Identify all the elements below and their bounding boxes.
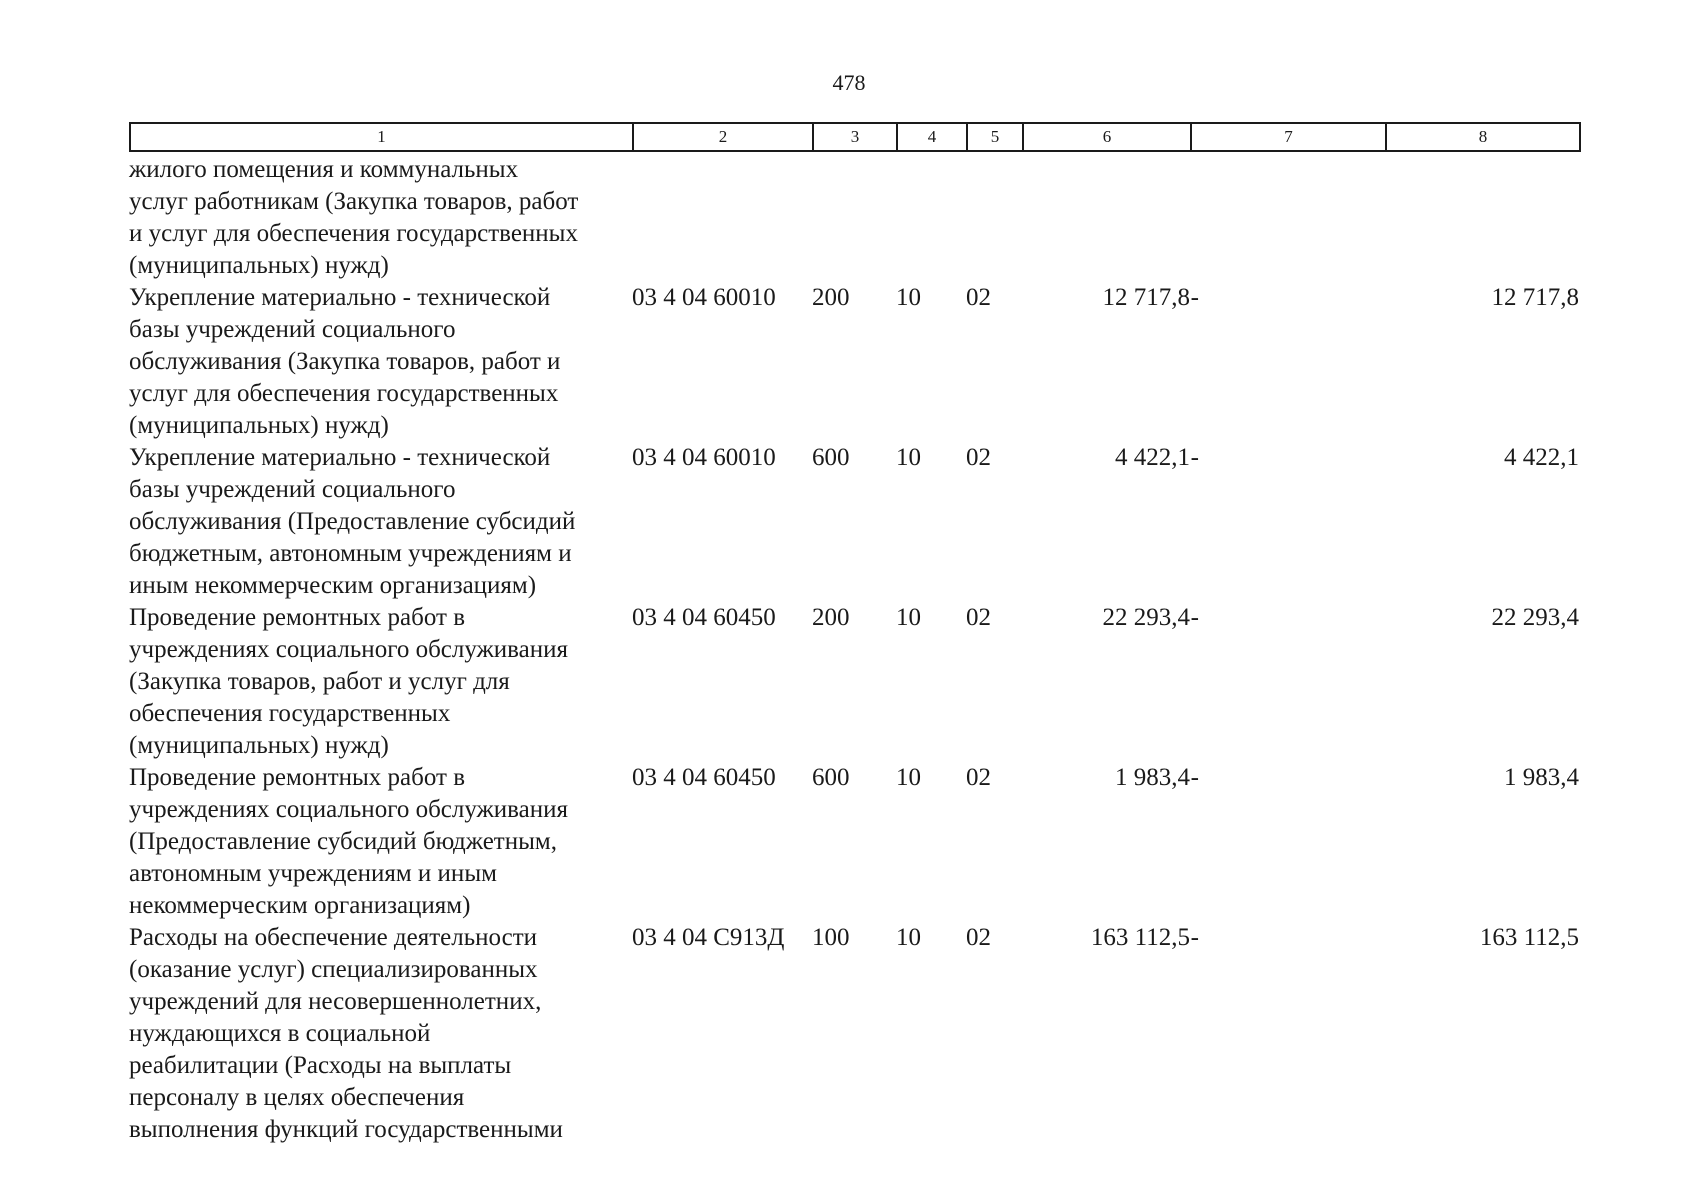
row-amount-2-value: -: [1190, 604, 1199, 631]
row-name-line: (Предоставление субсидий бюджетным,: [129, 828, 557, 855]
row-section: 10: [896, 924, 921, 951]
row-subsection: 02: [966, 764, 991, 791]
row-name-line: жилого помещения и коммунальных: [129, 156, 519, 183]
row-amount-2-value: -: [1190, 924, 1199, 951]
row-name-line: (муниципальных) нужд): [129, 252, 389, 279]
row-name: [129, 442, 632, 602]
table-row: [129, 602, 1579, 762]
row-amount-3: 163 112,5: [1479, 924, 1579, 951]
row-name-line: обслуживания (Предоставление субсидий: [129, 508, 576, 535]
row-amount-2-value: -: [1190, 284, 1199, 311]
row-name-line: выполнения функций государственными: [129, 1116, 563, 1143]
row-amount-1: 12 717,8: [1102, 284, 1190, 311]
row-name-line: бюджетным, автономным учреждениям и: [129, 540, 572, 567]
row-name-line: нуждающихся в социальной: [129, 1020, 431, 1047]
row-name-line: и услуг для обеспечения государственных: [129, 220, 578, 247]
row-amount-2: [1190, 602, 1385, 762]
table-row: [129, 762, 1579, 922]
row-subsection: 02: [966, 604, 991, 631]
row-amount-1: [1022, 154, 1190, 282]
header-col-4: 4: [897, 123, 967, 151]
row-name-line: реабилитации (Расходы на выплаты: [129, 1052, 512, 1079]
table-row: [129, 154, 1579, 282]
page-number: 478: [832, 70, 866, 95]
row-amount-2: [1190, 154, 1385, 282]
header-col-5: 5: [967, 123, 1023, 151]
row-amount-3: 22 293,4: [1491, 604, 1579, 631]
row-expense-type: 200: [812, 284, 850, 311]
row-name-line: учреждениях социального обслуживания: [129, 796, 569, 823]
row-name-line: Проведение ремонтных работ в: [129, 604, 466, 631]
row-name-line: (муниципальных) нужд): [129, 412, 389, 439]
row-name-line: услуг для обеспечения государственных: [129, 380, 559, 407]
row-name-line: некоммерческим организациям): [129, 892, 471, 919]
row-name-line: учреждений для несовершеннолетних,: [129, 988, 542, 1015]
row-section: 10: [896, 604, 921, 631]
table-row: [129, 442, 1579, 602]
row-name: [129, 602, 632, 762]
row-subsection: [966, 154, 1022, 282]
row-amount-2-value: -: [1190, 764, 1199, 791]
row-section: 10: [896, 284, 921, 311]
row-amount-3: 4 422,1: [1504, 444, 1579, 471]
header-col-1: 1: [130, 123, 633, 151]
table-row: [129, 282, 1579, 442]
row-amount-2: [1190, 442, 1385, 602]
table-row: [129, 922, 1579, 1146]
row-expense-type: 100: [812, 924, 850, 951]
row-amount-1: 163 112,5: [1090, 924, 1190, 951]
row-target-code: [632, 154, 812, 282]
row-amount-2: [1190, 762, 1385, 922]
row-section: 10: [896, 764, 921, 791]
row-name: [129, 154, 632, 282]
row-name-line: базы учреждений социального: [129, 476, 456, 503]
row-expense-type: [812, 154, 896, 282]
header-col-3: 3: [813, 123, 897, 151]
row-name-line: Проведение ремонтных работ в: [129, 764, 466, 791]
column-number-header: [129, 122, 1581, 152]
row-name-line: (оказание услуг) специализированных: [129, 956, 538, 983]
row-subsection: 02: [966, 284, 991, 311]
row-subsection: 02: [966, 924, 991, 951]
budget-table-body: [129, 154, 1579, 1146]
row-target-code: 03 4 04 60450: [632, 604, 776, 631]
header-col-7: 7: [1191, 123, 1386, 151]
row-name: [129, 762, 632, 922]
row-name: [129, 922, 632, 1146]
row-amount-2: [1190, 282, 1385, 442]
row-expense-type: 200: [812, 604, 850, 631]
row-section: [896, 154, 966, 282]
row-expense-type: 600: [812, 444, 850, 471]
row-name-line: (муниципальных) нужд): [129, 732, 389, 759]
row-name-line: персоналу в целях обеспечения: [129, 1084, 465, 1111]
row-name-line: иным некоммерческим организациям): [129, 572, 537, 599]
row-name-line: Укрепление материально - технической: [129, 444, 551, 471]
row-target-code: 03 4 04 60450: [632, 764, 776, 791]
row-name-line: Укрепление материально - технической: [129, 284, 551, 311]
row-amount-3: 1 983,4: [1504, 764, 1579, 791]
row-amount-2-value: -: [1190, 444, 1199, 471]
row-amount-1: 22 293,4: [1102, 604, 1190, 631]
row-amount-2: [1190, 922, 1385, 1146]
row-target-code: 03 4 04 60010: [632, 444, 776, 471]
row-expense-type: 600: [812, 764, 850, 791]
row-target-code: 03 4 04 С913Д: [632, 924, 785, 951]
row-name-line: обеспечения государственных: [129, 700, 451, 727]
row-amount-3: [1385, 154, 1579, 282]
row-name: [129, 282, 632, 442]
header-col-2: 2: [633, 123, 813, 151]
row-name-line: (Закупка товаров, работ и услуг для: [129, 668, 510, 695]
header-col-6: 6: [1023, 123, 1191, 151]
row-name-line: услуг работникам (Закупка товаров, работ: [129, 188, 579, 215]
row-name-line: обслуживания (Закупка товаров, работ и: [129, 348, 561, 375]
row-amount-3: 12 717,8: [1491, 284, 1579, 311]
row-section: 10: [896, 444, 921, 471]
row-name-line: автономным учреждениям и иным: [129, 860, 497, 887]
row-name-line: учреждениях социального обслуживания: [129, 636, 569, 663]
row-amount-1: 1 983,4: [1115, 764, 1190, 791]
row-target-code: 03 4 04 60010: [632, 284, 776, 311]
row-name-line: Расходы на обеспечение деятельности: [129, 924, 538, 951]
row-amount-1: 4 422,1: [1115, 444, 1190, 471]
row-name-line: базы учреждений социального: [129, 316, 456, 343]
header-col-8: 8: [1386, 123, 1580, 151]
row-subsection: 02: [966, 444, 991, 471]
